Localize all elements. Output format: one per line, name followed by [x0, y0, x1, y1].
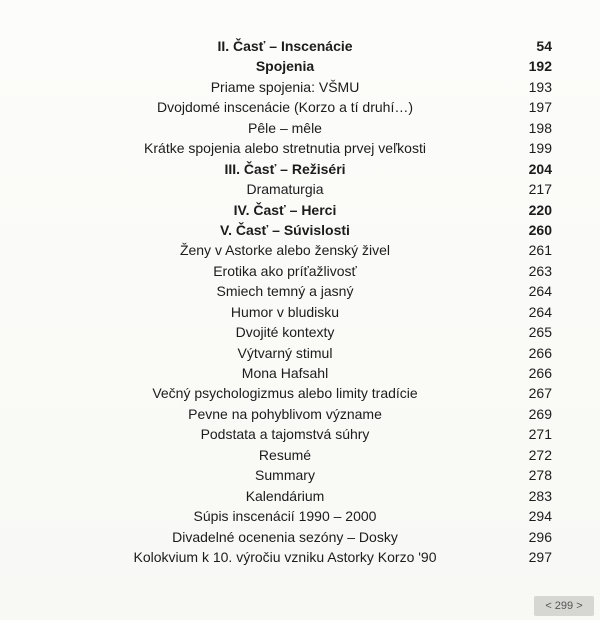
- toc-entry-page: 266: [528, 365, 552, 381]
- toc-entry-page: 294: [528, 508, 552, 525]
- toc-entry: [0, 465, 600, 485]
- toc-entry: [0, 36, 600, 56]
- toc-entry-title: Kalendárium: [245, 487, 325, 504]
- toc-entry: [0, 200, 600, 220]
- toc-entry-title: Erotika ako príťažlivosť: [213, 262, 357, 279]
- toc-entry-title: Dvojité kontexty: [235, 324, 335, 341]
- toc-entry-page: 260: [528, 221, 552, 238]
- toc-entry: [0, 424, 600, 444]
- toc-entry-page: 266: [528, 344, 552, 361]
- toc-entry-page: 197: [528, 99, 552, 116]
- toc-entry-page: 264: [528, 283, 552, 300]
- toc-entry-page: 192: [528, 58, 552, 75]
- toc-entry-title: Priame spojenia: VŠMU: [210, 78, 360, 95]
- toc-entry-title: Kolokvium k 10. výročiu vzniku Astorky Korzo '90: [133, 548, 437, 565]
- toc-entry-page: 220: [528, 201, 552, 218]
- toc-entry: [0, 261, 600, 281]
- toc-entry-title: Mona Hafsahl: [241, 365, 329, 381]
- toc-entry-title: IV. Časť – Herci: [233, 201, 337, 218]
- toc-entry: [0, 322, 600, 342]
- toc-entry-title: III. Časť – Režiséri: [224, 160, 346, 177]
- toc-entry: [0, 118, 600, 138]
- toc-entry-page: 217: [528, 181, 552, 198]
- toc-entry: [0, 240, 600, 260]
- toc-entry-page: 265: [528, 324, 552, 341]
- toc-entry-title: V. Časť – Súvislosti: [220, 221, 350, 238]
- toc-entry-title: Večný psychologizmus alebo limity tradície: [152, 385, 418, 402]
- toc-entry-title: Krátke spojenia alebo stretnutia prvej veľkosti: [144, 140, 426, 157]
- toc-entry-page: 198: [528, 119, 552, 136]
- toc-entry: [0, 159, 600, 179]
- toc-entry-page: 199: [528, 140, 552, 157]
- toc-entry-page: 278: [528, 467, 552, 484]
- toc-entry: [0, 363, 600, 383]
- toc-entry-title: Spojenia: [255, 58, 315, 75]
- toc-entry: [0, 138, 600, 158]
- toc-entry: [0, 506, 600, 526]
- toc-entry-title: Pevne na pohyblivom význame: [188, 405, 382, 422]
- toc-entry-page: 283: [528, 487, 552, 504]
- toc-entry-title: Ženy v Astorke alebo ženský živel: [179, 242, 391, 259]
- toc-entry: [0, 77, 600, 97]
- toc-entry-page: 263: [528, 262, 552, 279]
- toc-entry-page: 264: [528, 303, 552, 320]
- toc-entry-title: Podstata a tajomstvá súhry: [200, 426, 370, 443]
- toc-entry-title: Smiech temný a jasný: [216, 283, 354, 300]
- toc-entry: [0, 547, 600, 567]
- toc-entry: [0, 302, 600, 322]
- toc-entry: [0, 383, 600, 403]
- toc-entry-page: 297: [528, 548, 552, 565]
- toc-entry: [0, 445, 600, 465]
- toc-entry-title: Dramaturgia: [246, 181, 324, 198]
- toc-entry: [0, 220, 600, 240]
- toc-entry: [0, 486, 600, 506]
- toc-entry: [0, 97, 600, 117]
- toc-entry-title: Pêle – mêle: [248, 119, 322, 136]
- toc-entry-page: 267: [528, 385, 552, 402]
- toc-entry-title: Resumé: [258, 446, 312, 463]
- toc-entry-title: II. Časť – Inscenácie: [217, 38, 353, 54]
- toc-entry: [0, 56, 600, 76]
- toc-entry-page: 269: [528, 405, 552, 422]
- toc-entry: [0, 179, 600, 199]
- toc-entry-title: Humor v bludisku: [230, 303, 340, 320]
- toc-entry-title: Výtvarný stimul: [237, 344, 333, 361]
- toc-entry: [0, 527, 600, 547]
- toc-entry-page: 271: [528, 426, 552, 443]
- toc-entry-page: 272: [528, 446, 552, 463]
- toc-entry-title: Divadelné ocenenia sezóny – Dosky: [172, 528, 398, 545]
- toc-entry-title: Summary: [255, 467, 315, 484]
- toc-entry-page: 261: [528, 242, 552, 259]
- toc-entry-title: Dvojdomé inscenácie (Korzo a tí druhí…): [157, 99, 413, 116]
- table-of-contents: [0, 36, 600, 567]
- toc-entry-page: 54: [536, 38, 552, 54]
- toc-entry: [0, 343, 600, 363]
- page-number-badge: < 299 >: [534, 596, 594, 616]
- toc-entry: [0, 281, 600, 301]
- toc-entry-page: 193: [528, 78, 552, 95]
- toc-entry-page: 296: [528, 528, 552, 545]
- toc-entry-page: 204: [528, 160, 552, 177]
- toc-entry: [0, 404, 600, 424]
- toc-entry-title: Súpis inscenácií 1990 – 2000: [193, 508, 377, 525]
